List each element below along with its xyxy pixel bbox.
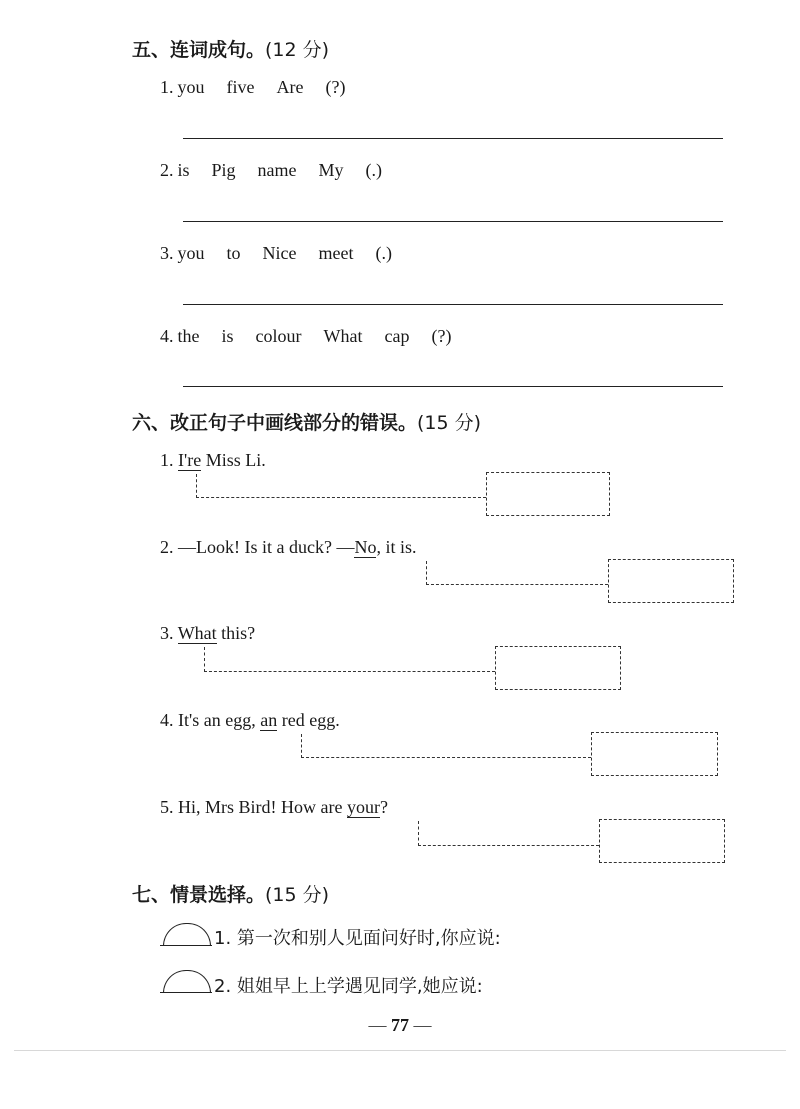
sentence-text: Miss Li. [201, 450, 266, 470]
underlined-error: your [346, 797, 380, 817]
word: Nice [262, 243, 297, 263]
answer-bracket-base [160, 945, 212, 946]
connector-line [204, 647, 205, 672]
scramble-question-2 [160, 160, 404, 181]
underlined-error: an [260, 710, 278, 730]
question-number: 4. [160, 710, 174, 730]
underlined-error: No [354, 537, 377, 557]
scramble-question-1 [160, 77, 367, 98]
word: Pig [211, 160, 236, 180]
sentence-text: red egg. [277, 710, 340, 730]
footer-dash: — [368, 1015, 387, 1035]
word: meet [318, 243, 354, 263]
answer-line-4[interactable] [183, 386, 723, 387]
word: (?) [431, 326, 452, 346]
word: you [177, 77, 205, 97]
connector-line [196, 474, 197, 498]
sentence-text: ? [379, 797, 388, 817]
question-number: 4. [160, 326, 174, 346]
footer-dash: — [413, 1015, 432, 1035]
page-number: 77 [391, 1015, 409, 1035]
bottom-rule [14, 1050, 786, 1051]
section-5-points: (12 分) [265, 39, 330, 61]
section-7-title: 七、情景选择。 [132, 884, 266, 906]
connector-line [301, 734, 302, 758]
scramble-question-4 [160, 326, 473, 347]
word: (.) [375, 243, 392, 263]
correction-question-2 [160, 537, 416, 558]
correction-question-4 [160, 710, 340, 731]
section-5-title: 五、连词成句。 [132, 39, 266, 61]
sentence-text: , it is. [376, 537, 417, 557]
underlined-error: I're [178, 450, 202, 470]
correction-answer-box-1[interactable] [486, 472, 610, 516]
correction-question-5 [160, 797, 388, 818]
word: name [257, 160, 297, 180]
word: is [221, 326, 234, 346]
word: (.) [365, 160, 383, 180]
correction-answer-box-3[interactable] [495, 646, 621, 690]
connector-line [204, 671, 495, 672]
correction-answer-box-4[interactable] [591, 732, 718, 776]
word: (?) [325, 77, 346, 97]
question-number: 2. [160, 537, 174, 557]
sentence-text: this? [216, 623, 256, 643]
scramble-question-3 [160, 243, 414, 264]
question-number: 5. [160, 797, 174, 817]
word: five [226, 77, 255, 97]
word: cap [384, 326, 410, 346]
connector-line [426, 561, 427, 585]
correction-question-1 [160, 450, 266, 471]
answer-line-1[interactable] [183, 138, 723, 139]
connector-line [418, 821, 419, 846]
question-number: 3. [160, 243, 174, 263]
connector-line [301, 757, 591, 758]
word: you [177, 243, 205, 263]
section-6-points: (15 分) [417, 412, 482, 434]
word: to [226, 243, 241, 263]
connector-line [418, 845, 599, 846]
question-number: 1. [160, 77, 174, 97]
sentence-text: Hi, Mrs Bird! How are [178, 797, 347, 817]
word: What [323, 326, 363, 346]
answer-bracket-1[interactable] [163, 923, 211, 946]
answer-bracket-2[interactable] [163, 970, 211, 993]
correction-question-3 [160, 623, 255, 644]
connector-line [426, 584, 608, 585]
word: is [177, 160, 190, 180]
underlined-error: What [177, 623, 217, 643]
answer-line-2[interactable] [183, 221, 723, 222]
word: My [318, 160, 344, 180]
section-7-heading [132, 880, 329, 907]
scenario-question-2: 2. 姐姐早上上学遇见同学,她应说: [214, 976, 483, 997]
sentence-text: It's an egg, [178, 710, 261, 730]
question-number: 2. [160, 160, 174, 180]
question-number: 1. [160, 450, 174, 470]
answer-bracket-base [160, 992, 212, 993]
section-7-points: (15 分) [265, 884, 330, 906]
word: the [177, 326, 200, 346]
section-6-title: 六、改正句子中画线部分的错误。 [132, 412, 418, 434]
answer-line-3[interactable] [183, 304, 723, 305]
scenario-question-1: 1. 第一次和别人见面问好时,你应说: [214, 928, 501, 949]
page-footer [0, 1015, 800, 1036]
section-6-heading [132, 408, 481, 435]
word: colour [255, 326, 302, 346]
correction-answer-box-5[interactable] [599, 819, 725, 863]
connector-line [196, 497, 486, 498]
question-number: 3. [160, 623, 174, 643]
correction-answer-box-2[interactable] [608, 559, 734, 603]
sentence-text: —Look! Is it a duck? — [178, 537, 355, 557]
section-5-heading [132, 35, 329, 62]
word: Are [276, 77, 304, 97]
